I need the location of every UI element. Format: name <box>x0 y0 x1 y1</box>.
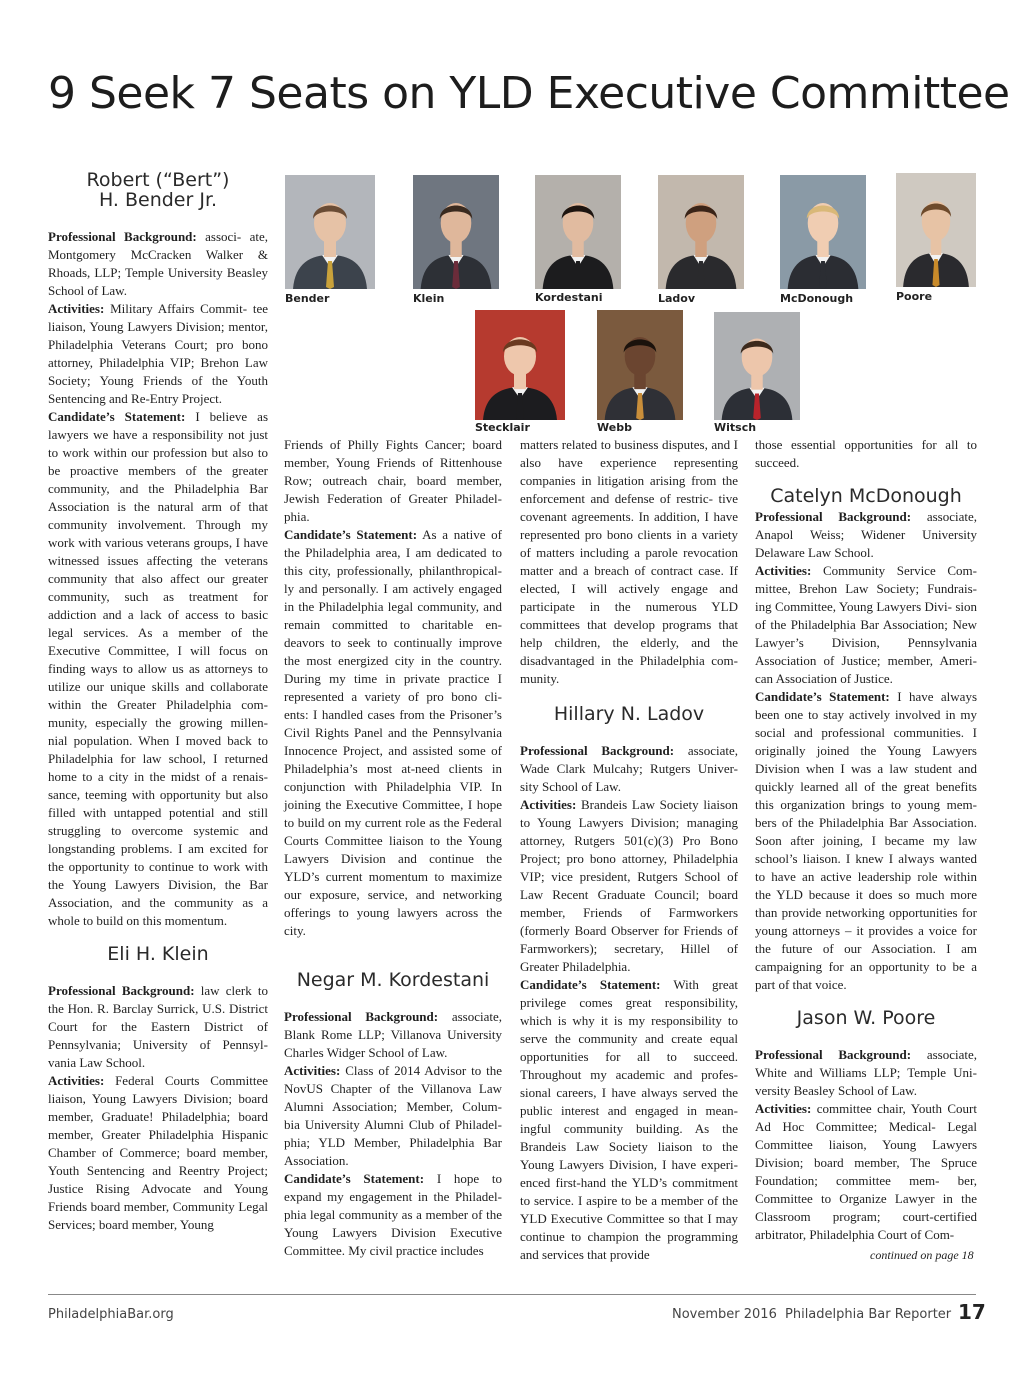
klein-statement: Candidate’s Statement: As a native of the Philadelphia area, I am dedicated to this city, professionally, philanthropical- ly and personally. I am actively engaged in the Philadelphia legal community, and remain committed to charitable en- deavors to seek to continually improve the most energized city in the country. During my time in private practice I represented a variety of pro bono cli- ents: I handled cases from the Prisoner’s Civil Rights Panel and the Pennsylvania Innocence Project, and assisted some of Philadelphia’s most at-need clients in conjunction with Philadelphia VIP. In joining the Executive Committee, I hope to build on my current role as the Federal Courts Committee liaison to the Young Lawyers Division and continue the YLD’s current momentum to maximize our exposure, service, and networking offerings to young lawyers across the city. <box>284 527 503 938</box>
column-1 <box>48 170 268 1234</box>
ladov-activities: Activities: Brandeis Law Society liaison to Young Lawyers Division; managing attorney, Rutgers 501(c)(3) Pro Bono Project; pro bono attorney, Philadelphia VIP; vice president, Rutgers School of Law Recent Graduate Council; board member, Friends of Farmworkers (formerly Board Observer for Friends of Farmworkers); secretary, Hillel of Greater Philadelphia. <box>520 797 739 974</box>
candidate-name-bender <box>48 170 268 210</box>
mcdonough-activities: Activities: Community Service Com- mittee, Brehon Law Society; Fundrais- ing Committee, Young Lawyers Divi- sion of the Philadelphia Bar Association; New Lawyer’s Division, Pennsylvania Association of Justice; member, Ameri- can Association of Justice. <box>755 563 977 686</box>
footer-rule <box>48 1294 976 1295</box>
candidate-name-mcdonough: Catelyn McDonough <box>770 485 962 507</box>
footer-issue: November 2016 <box>672 1307 777 1322</box>
candidate-name-kordestani: Negar M. Kordestani <box>296 969 490 991</box>
candidate-name-klein: Eli H. Klein <box>107 943 209 965</box>
portrait-illustration <box>535 175 621 289</box>
bender-background: Professional Background: associ- ate, Montgomery McCracken Walker & Rhoads, LLP; Temple University Beasley School of Law. <box>48 229 268 298</box>
photo-klein <box>413 175 499 289</box>
photo-mcdonough <box>780 175 866 289</box>
footer-website: PhiladelphiaBar.org <box>48 1307 174 1322</box>
klein-background: Professional Background: law clerk to the Hon. R. Barclay Surrick, U.S. District Court for the Eastern District of Pennsylvania; University of Pennsyl- vania Law School. <box>48 983 268 1070</box>
bender-activities: Activities: Military Affairs Commit- tee liaison, Young Lawyers Division; mentor, Philadelphia Veterans Court; pro bono attorney, Philadelphia VIP; Brehon Law Society; Young Friends of the Youth Sentencing and Re-Entry Project. <box>48 301 268 406</box>
klein-activities-continued: Friends of Philly Fights Cancer; board member, Young Friends of Rittenhouse Row; outreach chair, board member, Jewish Federation of Greater Philadel- phia. <box>284 437 502 524</box>
caption-bender: Bender <box>285 292 330 305</box>
photo-stecklair <box>475 310 565 420</box>
column-2 <box>284 436 502 1260</box>
poore-activities: Activities: committee chair, Youth Court Ad Hoc Committee; Medical- Legal Committee liaison, Young Lawyers Division; board member, The Spruce Foundation; committee mem- ber, Committee to Organize Lawyer in the Classroom program; court-certified arbitrator, Philadelphia Court of Com- <box>755 1101 977 1242</box>
portrait-illustration <box>597 310 683 420</box>
portrait-illustration <box>658 175 744 289</box>
name-line-1: Robert (“Bert”) <box>86 169 230 191</box>
caption-mcdonough: McDonough <box>780 292 854 305</box>
kordestani-background: Professional Background: associate, Blank Rome LLP; Villanova University Charles Widger School of Law. <box>284 1009 503 1060</box>
poore-background: Professional Background: associate, White and Williams LLP; Temple Uni- versity Beasley School of Law. <box>755 1047 978 1098</box>
candidate-name-poore: Jason W. Poore <box>796 1007 936 1029</box>
caption-ladov: Ladov <box>658 292 696 305</box>
ladov-background: Professional Background: associate, Wade Clark Mulcahy; Rutgers Univer- sity School of Law. <box>520 743 739 794</box>
photo-poore <box>896 173 976 287</box>
caption-poore: Poore <box>896 290 933 303</box>
continued-note: continued on page 18 <box>870 1248 974 1262</box>
ladov-statement: Candidate’s Statement: With great privilege comes great responsibility, which is why it is my responsibility to serve the community and create equal opportunities for all to succeed. Throughout my academic and profes- sional careers, I have always served the public interest and engaged in mean- ingful community building. As the Brandeis Law Society liaison to the Young Lawyers Division, I have experi- enced first-hand the YLD’s commitment to service. I aspire to be a member of the YLD Executive Committee so that I may continue to champion the programming and services that provide <box>520 977 738 1262</box>
page-number: 17 <box>958 1300 986 1324</box>
photo-kordestani <box>535 175 621 289</box>
mcdonough-background: Professional Background: associate, Anapol Weiss; Widener University Delaware Law School. <box>755 509 978 560</box>
kordestani-statement: Candidate’s Statement: I hope to expand my engagement in the Philadel- phia legal community as a member of the Young Lawyers Division Executive Committee. My civil practice includes <box>284 1171 502 1258</box>
ladov-statement-continued: those essential opportunities for all to succeed. <box>755 437 977 470</box>
name-line-2: H. Bender Jr. <box>98 189 218 211</box>
kordestani-statement-continued: matters related to business disputes, and I also have experience representing companies in litigation arising from the enforcement and defense of restric- tive covenant agreements. In addition, I have represented pro bono clients in a variety of matters including a parole revocation matter and a breach of contract case. If elected, I will actively engage and participate in the numerous YLD committees that develop programs that help children, the elderly, and the disadvantaged in the Philadelphia com- munity. <box>520 437 738 686</box>
portrait-illustration <box>780 175 866 289</box>
portrait-illustration <box>475 310 565 420</box>
caption-witsch: Witsch <box>714 421 757 434</box>
headline: 9 Seek 7 Seats on YLD Executive Committee <box>48 68 1010 119</box>
photo-webb <box>597 310 683 420</box>
mcdonough-statement: Candidate’s Statement: I have always been one to stay actively involved in my social and professional communities. I originally joined the Young Lawyers Division when I was a law student and quickly learned all of the great benefits this organization brings to young mem- bers of the Philadelphia Bar Association. Soon after joining, I became my law school’s liaison. I knew I always wanted to have an active leadership role within the YLD because it does so much more than provide networking opportunities for young attorneys – it provides a voice for the future of our Association. I am campaigning for an opportunity to be a part of that voice. <box>755 689 977 992</box>
candidate-name-ladov: Hillary N. Ladov <box>553 703 705 725</box>
footer-publication: Philadelphia Bar Reporter <box>785 1307 952 1322</box>
caption-webb: Webb <box>597 421 632 434</box>
caption-klein: Klein <box>413 292 445 305</box>
caption-kordestani: Kordestani <box>535 291 603 304</box>
photo-ladov <box>658 175 744 289</box>
column-4 <box>755 436 977 1244</box>
photo-witsch <box>714 312 800 420</box>
column-3 <box>520 436 738 1264</box>
bender-statement: Candidate’s Statement: I believe as lawyers we have a responsibility not just to work within our profession but also to be proactive members of the greater community, and the Philadelphia Bar Association is the natural arm of that community involvement. Through my work with various veterans groups, I have witnessed issues affecting the veterans community that also affect our greater community, such as treatment for addiction and a lack of access to basic legal services. As a member of the Executive Committee, I will focus on finding ways to allow us as attorneys to utilize our unique skills and collaborate within the Greater Philadelphia com- munity, especially the growing millen- nial population. When I moved back to Philadelphia for law school, I returned home to a city in the midst of a renais- sance, teeming with opportunity but also filled with untapped potential and still struggling to overcome systemic and longstanding problems. I am excited for the opportunity to continue to work with the Young Lawyers Division, the Bar Association, and the community as a whole to build on this momentum. <box>48 409 269 928</box>
portrait-illustration <box>413 175 499 289</box>
klein-activities: Activities: Federal Courts Committee liaison, Young Lawyers Division; board member, Graduate! Philadelphia; board member, Greater Philadelphia Hispanic Chamber of Commerce; board member, Youth Sentencing and Reentry Project; Justice Rising Advocate and Young Friends board member, Community Legal Services; board member, Young <box>48 1073 269 1232</box>
portrait-illustration <box>896 173 976 287</box>
caption-stecklair: Stecklair <box>475 421 530 434</box>
portrait-illustration <box>714 312 800 420</box>
photo-bender <box>285 175 375 289</box>
kordestani-activities: Activities: Class of 2014 Advisor to the NovUS Chapter of the Villanova Law Alumni Association; Member, Colum- bia University Alumni Club of Philadel- phia; YLD Member, Philadelphia Bar Association. <box>284 1063 502 1168</box>
portrait-illustration <box>285 175 375 289</box>
